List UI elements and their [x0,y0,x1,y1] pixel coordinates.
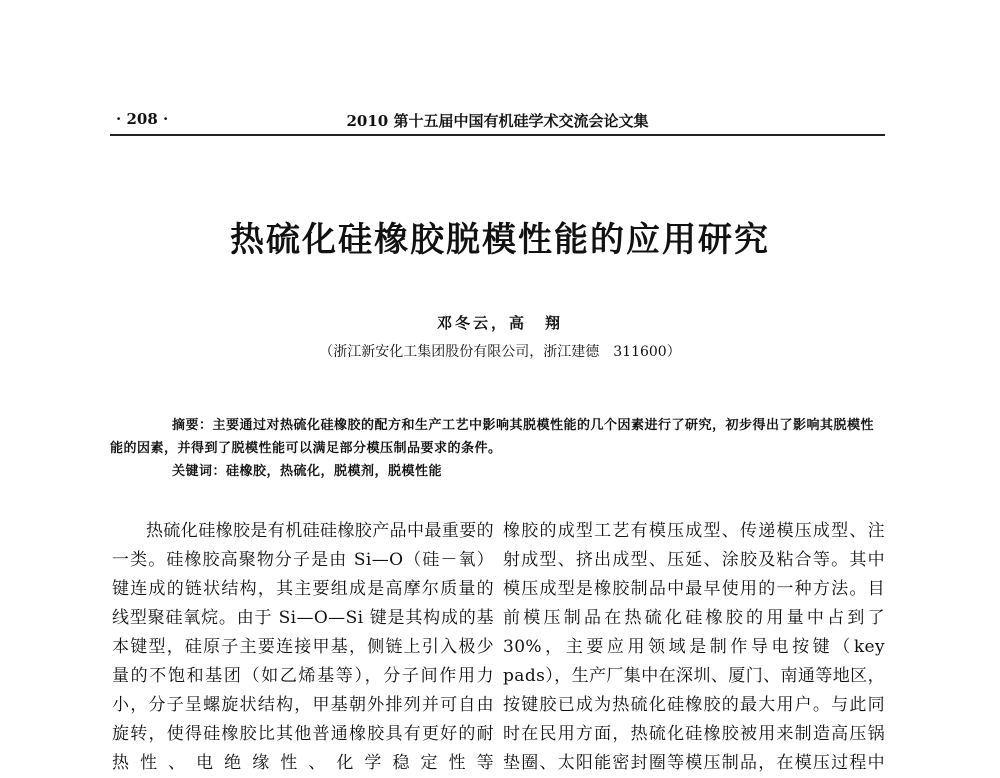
article-authors: 邓冬云，高 翔 [436,314,563,332]
abstract-label: 摘要： [172,418,213,433]
article-affiliation: （浙江新安化工集团股份有限公司，浙江建德 311600） [319,344,681,360]
keywords-text: 硅橡胶，热硫化，脱模剂，脱模性能 [226,464,443,479]
abstract [110,414,880,460]
page-number: · 208 · [116,110,169,128]
left-column-text: 热硫化硅橡胶是有机硅硅橡胶产品中最重要的一类。硅橡胶高聚物分子是由 Si—O（硅－氧）键连成的链状结构，其主要组成是高摩尔质量的线型聚硅氧烷。由于 Si—O—Si 键是其构成的基本键型，硅原子主要连接甲基，侧链上引入极少量的不饱和基团（如乙烯基等），分子间作用力小，分子呈螺旋状结构，甲基朝外排列并可自由旋转，使得硅橡胶比其他普通橡胶具有更好的耐热性、电绝缘性、化学稳定性等 [112,521,494,773]
abstract-text: 主要通过对热硫化硅橡胶的配方和生产工艺中影响其脱模性能的几个因素进行了研究，初步得出了影响其脱模性能的因素，并得到了脱模性能可以满足部分模压制品要求的条件。 [110,418,875,456]
body-left-column [112,517,494,778]
keywords-label: 关键词： [172,464,227,479]
body-right-column [503,517,885,778]
right-column-text: 橡胶的成型工艺有模压成型、传递模压成型、注射成型、挤出成型、压延、涂胶及粘合等。其中模压成型是橡胶制品中最早使用的一种方法。目前模压制品在热硫化硅橡胶的用量中占到了30%，主要应用领域是制作导电按键（key pads），生产厂集中在深圳、厦门、南通等地区，按键胶已成为热硫化硅橡胶的最大用户。与此同时在民用方面，热硫化硅橡胶被用来制造高压锅垫圈、太阳能密封圈等模压制品，在模压过程中 [503,521,885,773]
keywords [172,460,880,483]
article-title: 热硫化硅橡胶脱模性能的应用研究 [230,220,770,260]
running-header [110,104,885,136]
journal-title: 2010 第十五届中国有机硅学术交流会论文集 [346,112,649,130]
